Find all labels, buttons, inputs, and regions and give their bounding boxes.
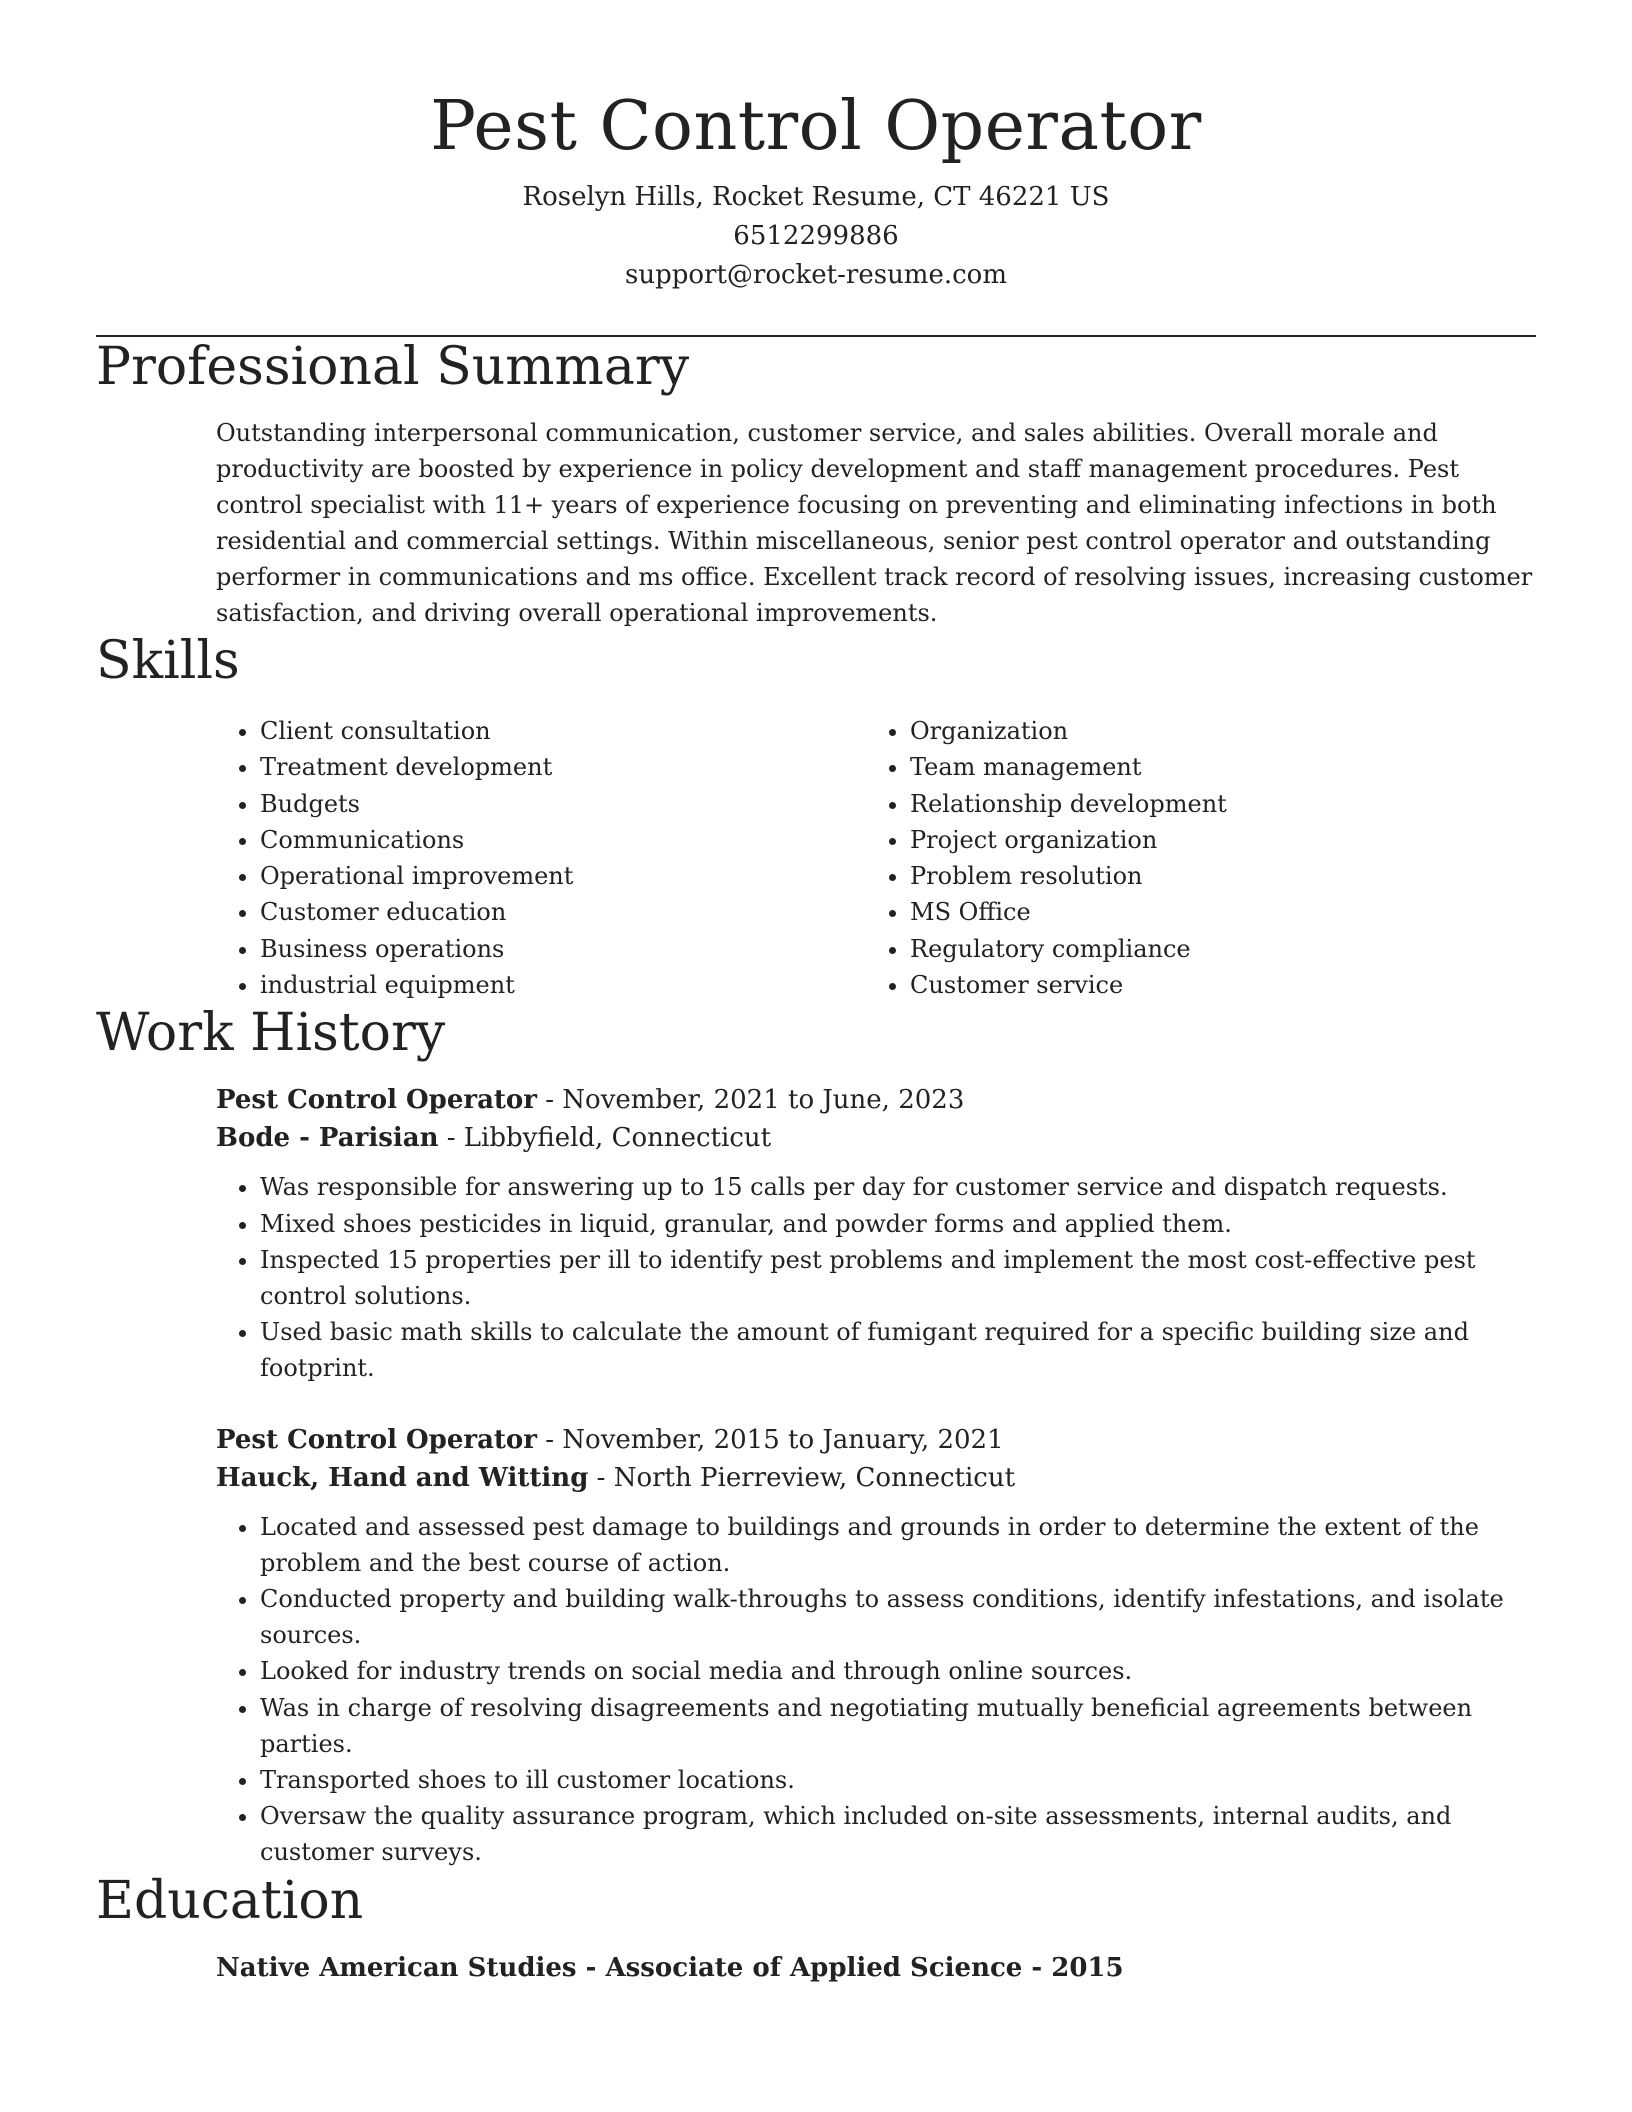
skill-item: • Customer service <box>910 967 1516 1003</box>
job-title: Pest Control Operator <box>216 1085 537 1116</box>
job-bullet: • Looked for industry trends on social media and through online sources. <box>260 1653 1536 1689</box>
work-history-heading: Work History <box>96 1003 446 1064</box>
job-dates: - November, 2015 to January, 2021 <box>536 1424 1004 1455</box>
skill-item: • Organization <box>910 713 1516 749</box>
job-bullet: • Located and assessed pest damage to buildings and grounds in order to determine the extent of the problem and the best course of action. <box>260 1509 1536 1581</box>
job-bullet: • Conducted property and building walk-throughs to assess conditions, identify infestations, and isolate sources. <box>260 1581 1536 1653</box>
contact-address: Roselyn Hills, Rocket Resume, CT 46221 US <box>522 182 1110 212</box>
skill-item: • Communications <box>260 822 866 858</box>
skills-list <box>216 713 1536 1003</box>
skill-item: • Regulatory compliance <box>910 931 1516 967</box>
job-dates: - November, 2021 to June, 2023 <box>536 1085 965 1116</box>
job-bullets <box>216 1169 1536 1386</box>
job-entry <box>216 1081 1536 1386</box>
summary-text: Outstanding interpersonal communication, customer service, and sales abilities. Overall morale and productivity are boosted by experience in policy development and staff management procedures. Pest control specialist with 11+ years of experience focusing on preventing and eliminating infections in both residential and commercial settings. Within miscellaneous, senior pest control operator and outstanding performer in communications and ms office. Excellent track record of resolving issues, increasing customer satisfaction, and driving overall operational improvements. <box>216 419 1533 627</box>
skills-column-left <box>216 713 866 1003</box>
job-bullets <box>216 1509 1536 1871</box>
job-company-line <box>216 1459 1536 1497</box>
summary-heading: Professional Summary <box>96 337 690 397</box>
job-company: Bode - Parisian <box>216 1123 439 1154</box>
job-entry <box>216 1421 1536 1871</box>
contact-phone: 6512299886 <box>733 221 899 251</box>
skill-item: • Budgets <box>260 786 866 822</box>
skills-heading: Skills <box>96 631 240 691</box>
job-bullet: • Mixed shoes pesticides in liquid, granular, and powder forms and applied them. <box>260 1206 1536 1242</box>
job-location: - North Pierreview, Connecticut <box>588 1462 1016 1493</box>
skill-item: • Operational improvement <box>260 858 866 894</box>
job-company-line <box>216 1119 1536 1157</box>
skill-item: • Project organization <box>910 822 1516 858</box>
education-entry <box>216 1949 1536 1987</box>
job-location: - Libbyfield, Connecticut <box>438 1123 772 1154</box>
education-degree: Native American Studies - Associate of Applied Science - 2015 <box>216 1952 1124 1983</box>
skills-column-right <box>866 713 1516 1003</box>
job-bullet: • Was in charge of resolving disagreements and negotiating mutually beneficial agreements between parties. <box>260 1690 1536 1762</box>
job-bullet: • Transported shoes to ill customer locations. <box>260 1762 1536 1798</box>
job-bullet: • Oversaw the quality assurance program, which included on-site assessments, internal audits, and customer surveys. <box>260 1798 1536 1870</box>
education-heading: Education <box>96 1870 364 1931</box>
job-company: Hauck, Hand and Witting <box>216 1462 589 1493</box>
job-bullet: • Used basic math skills to calculate the amount of fumigant required for a specific building size and footprint. <box>260 1314 1536 1386</box>
job-title-line <box>216 1421 1536 1459</box>
resume-header <box>96 0 1536 295</box>
contact-info <box>96 178 1536 295</box>
skill-item: • Business operations <box>260 931 866 967</box>
skill-item: • Problem resolution <box>910 858 1516 894</box>
skill-item: • Customer education <box>260 894 866 930</box>
skill-item: • MS Office <box>910 894 1516 930</box>
job-bullet: • Was responsible for answering up to 15 calls per day for customer service and dispatch requests. <box>260 1169 1536 1205</box>
job-title: Pest Control Operator <box>216 1424 537 1455</box>
job-bullet: • Inspected 15 properties per ill to identify pest problems and implement the most cost-effective pest control solutions. <box>260 1242 1536 1314</box>
skill-item: • Treatment development <box>260 749 866 785</box>
skill-item: • Client consultation <box>260 713 866 749</box>
skill-item: • Team management <box>910 749 1516 785</box>
skill-item: • industrial equipment <box>260 967 866 1003</box>
job-title-line <box>216 1081 1536 1119</box>
skill-item: • Relationship development <box>910 786 1516 822</box>
resume-page <box>96 0 1536 1987</box>
resume-title: Pest Control Operator <box>430 87 1202 166</box>
contact-email: support@rocket-resume.com <box>624 260 1007 290</box>
